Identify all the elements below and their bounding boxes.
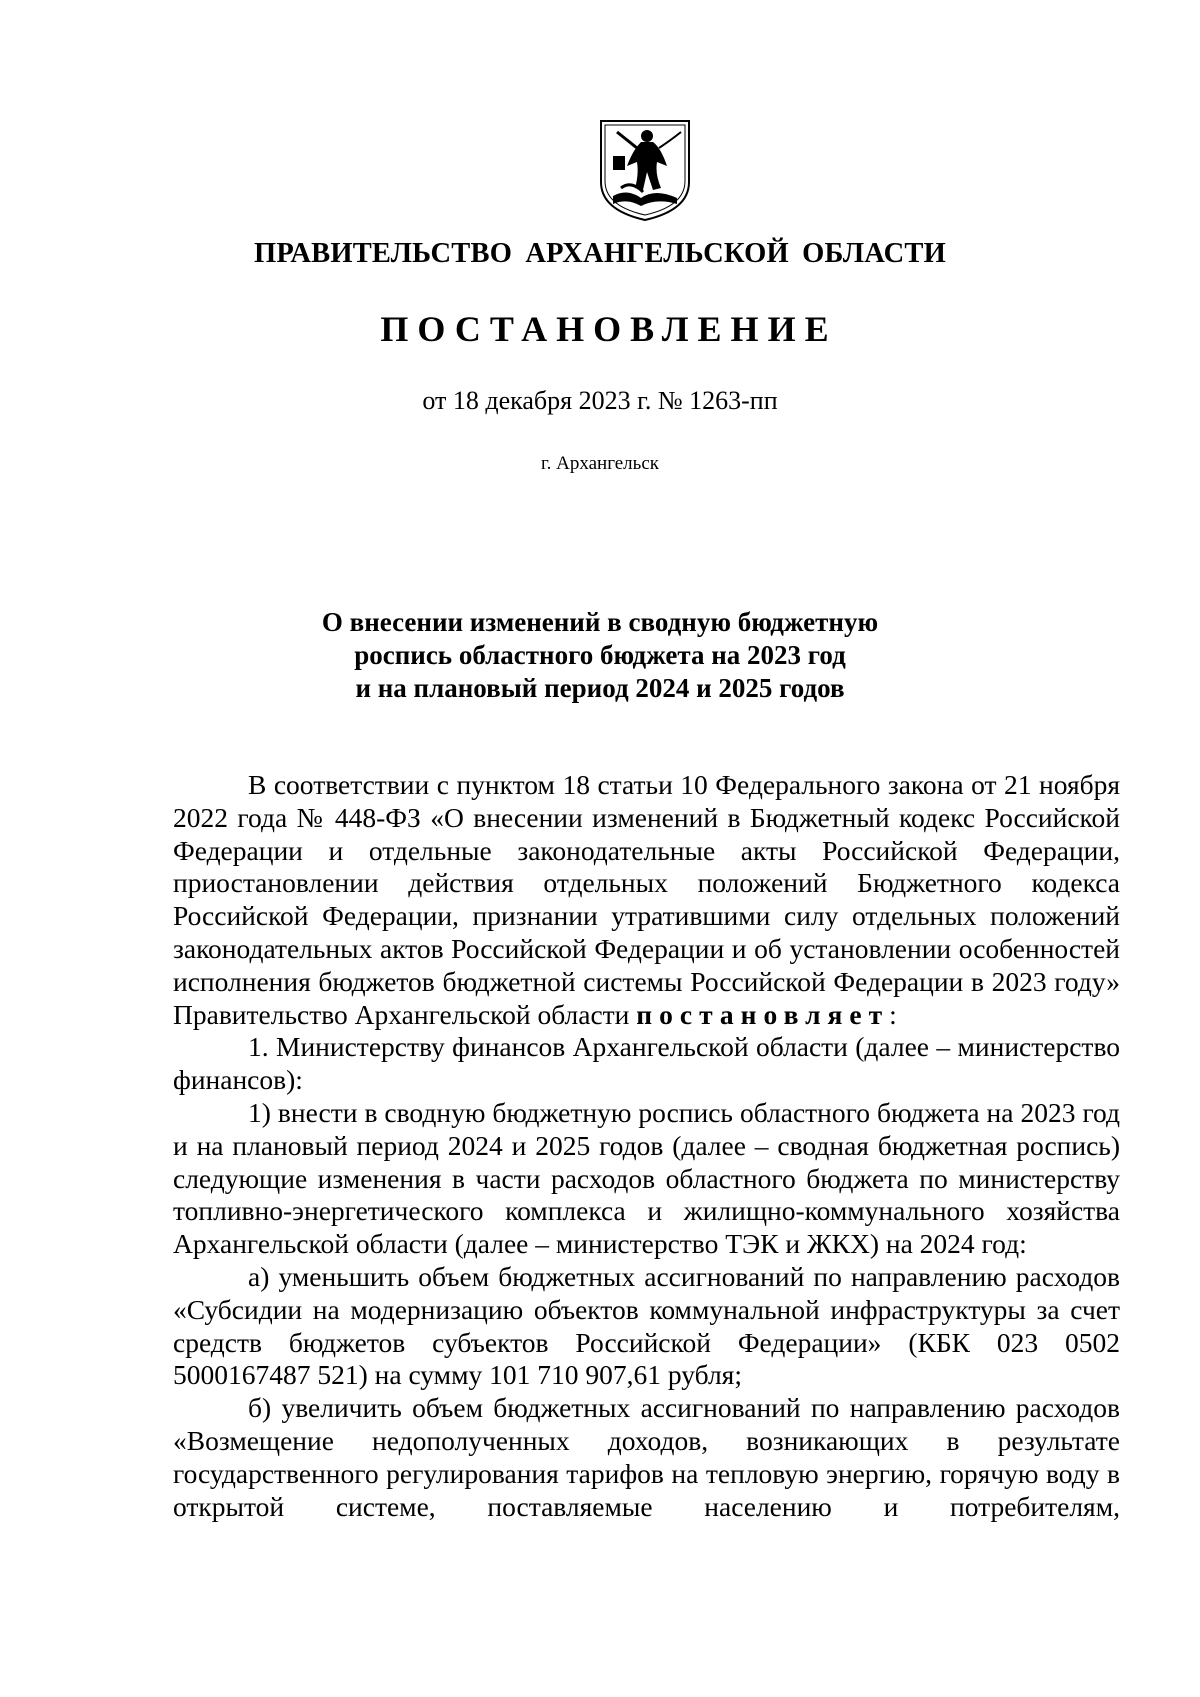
resolves-colon: : <box>889 998 897 1030</box>
resolves-word: постановляет <box>636 998 890 1030</box>
arkhangelsk-coat-of-arms-icon <box>597 118 693 222</box>
title-line: О внесении изменений в сводную бюджетную <box>321 607 879 637</box>
item-1-1-paragraph: 1) внести в сводную бюджетную роспись областного бюджета на 2023 год и на плановый период 2024 и 2025 годов (далее – сводная бюджетная роспись) следующие изменения в части расходов областного бюджета по министерству топливно-энергетического комплекса и жилищно-коммунального хозяйства Архангельской области (далее – министерство ТЭК и ЖКХ) на 2024 год: <box>173 1096 1120 1260</box>
title-line: роспись областного бюджета на 2023 год <box>354 640 846 670</box>
title-line: и на плановый период 2024 и 2025 годов <box>355 673 845 703</box>
preamble-paragraph <box>173 769 1120 1031</box>
item-1-paragraph: 1. Министерству финансов Архангельской области (далее – министерство финансов): <box>173 1031 1120 1096</box>
document-body <box>173 769 1120 1523</box>
document-date-number: от 18 декабря 2023 г. № 1263-пп <box>422 386 778 415</box>
document-title <box>0 606 1200 705</box>
document-type: ПОСТАНОВЛЕНИЕ <box>380 309 838 349</box>
preamble-text: В соответствии с пунктом 18 статьи 10 Федерального закона от 21 ноября 2022 года № 448-ФЗ «О внесении изменений в Бюджетный кодекс Российской Федерации и отдельные законодательные акты Российской Федерации, приостановлении действия отдельных положений Бюджетного кодекса Российской Федерации, признании утратившими силу отдельных положений законодательных актов Российской Федерации и об установлении особенностей исполнения бюджетов бюджетной системы Российской Федерации в 2023 году» Правительство Архангельской области <box>173 769 1120 1030</box>
document-city: г. Архангельск <box>540 453 659 474</box>
organization-name: ПРАВИТЕЛЬСТВО АРХАНГЕЛЬСКОЙ ОБЛАСТИ <box>254 238 946 269</box>
item-b-paragraph: б) увеличить объем бюджетных ассигнований по направлению расходов «Возмещение недополученных доходов, возникающих в результате государственного регулирования тарифов на тепловую энергию, горячую воду в открытой системе, поставляемые населению и потребителям, <box>173 1392 1120 1522</box>
coat-of-arms-emblem <box>597 118 693 222</box>
item-a-paragraph: а) уменьшить объем бюджетных ассигнований по направлению расходов «Субсидии на модернизацию объектов коммунальной инфраструктуры за счет средств бюджетов субъектов Российской Федерации» (КБК 023 0502 5000167487 521) на сумму 101 710 907,61 рубля; <box>173 1260 1120 1391</box>
